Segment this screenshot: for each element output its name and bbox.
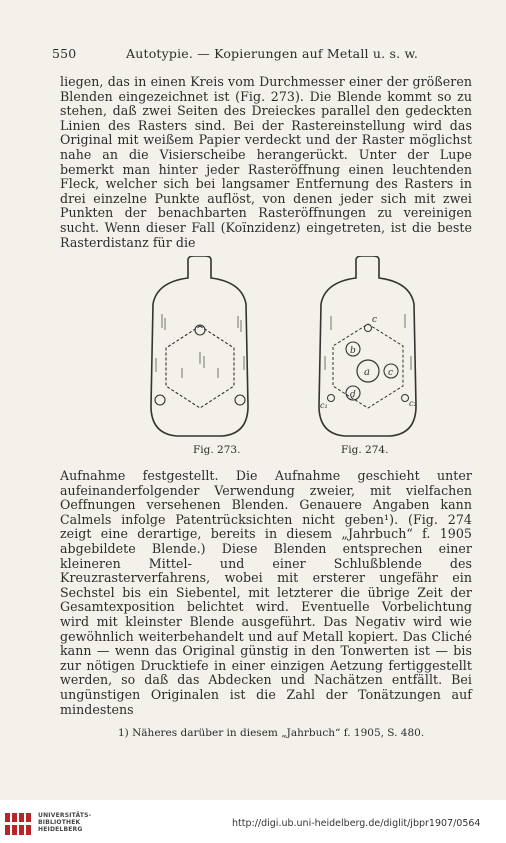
label-c2: c₂ — [409, 399, 417, 408]
label-c: c — [388, 368, 394, 378]
library-name-line-1: UNIVERSITÄTS- — [38, 812, 92, 819]
library-logo-icon — [4, 810, 34, 838]
figure-274-circle-right — [402, 395, 409, 402]
running-title: Autotypie. — Kopierungen auf Metall u. s. w. — [126, 46, 419, 61]
library-name — [38, 812, 91, 833]
footnote: 1) Näheres darüber in diesem „Jahrbuch“ f. 1905, S. 480. — [118, 727, 425, 739]
figure-274-diagram — [309, 256, 427, 442]
figure-274-circle-left — [328, 395, 335, 402]
paragraph-1: liegen, das in einen Kreis vom Durchmesser einer der größeren Blenden eingezeichnet ist (Fig. 273). Die Blende kommt so zu stehen, daß zwei Seiten des Dreieckes parallel den gedeckten Linien des Rasters sind. Bei der Rastereinstellung wird das Original mit weißem Papier verdeckt und der Raster möglichst nahe an die Visierscheibe herangerückt. Unter der Lupe bemerkt man hinter jeder Rasteröffnung einen leuchtenden Fleck, welcher sich bei langsamer Entfernung des Rasters in drei einzelne Punkte auflöst, von denen jeder sich mit zwei Punkten der benachbarten Rasteröffnungen zu vereinigen sucht. Wenn dieser Fall (Koïnzidenz) eingetreten, ist die beste Rasterdistanz für die — [60, 74, 472, 250]
label-c1: c₁ — [320, 401, 328, 410]
figure-274-hatch — [325, 314, 411, 370]
figure-273-circle-right — [235, 395, 245, 405]
figure-274-outline — [319, 256, 416, 436]
library-name-line-2: BIBLIOTHEK — [38, 819, 81, 826]
figure-273-outline — [151, 256, 248, 436]
figure-274-caption: Fig. 274. — [341, 444, 389, 456]
figure-273-caption: Fig. 273. — [193, 444, 241, 456]
figure-274-circle-top — [365, 325, 372, 332]
label-b: b — [350, 346, 356, 356]
paragraph-2: Aufnahme festgestellt. Die Aufnahme geschieht unter aufeinanderfolgender Verwendung zweier, mit vielfachen Oeffnungen versehenen Blenden. Genauere Angaben kann Calmels infolge Patentrücksichten nicht geben¹). (Fig. 274 zeigt eine derartige, bereits in diesem „Jahrbuch“ f. 1905 abgebildete Blende.) Diese Blenden entsprechen einer kleineren Mittel- und einer Schlußblende des Kreuzrasterverfahrens, wobei mit ersterer ungefähr ein Sechstel bis ein Siebentel, mit letzterer die übrige Zeit der Gesamtexposition belichtet wird. Eventuelle Vorbelichtung wird mit kleinster Blende ausgeführt. Das Negativ wird wie gewöhnlich weiterbehandelt und auf Metall kopiert. Das Cliché kann — wenn das Original günstig in den Tonwerten ist — bis zur nötigen Drucktiefe in einer einzigen Aetzung fertiggestellt werden, so daß das Abdecken und Nachätzen entfällt. Bei ungünstigen Originalen ist die Zahl der Tonätzungen auf mindestens — [60, 468, 472, 717]
source-url-link[interactable]: http://digi.ub.uni-heidelberg.de/diglit/jbpr1907/0564 — [232, 818, 481, 829]
page-number: 550 — [52, 46, 77, 61]
figure-273-hexagon — [166, 326, 234, 408]
library-name-line-3: HEIDELBERG — [38, 826, 83, 833]
figure-273-circle-left — [155, 395, 165, 405]
figure-273-diagram — [142, 256, 257, 442]
label-d: d — [350, 390, 356, 400]
label-a: a — [364, 367, 370, 378]
figure-274-hexagon — [333, 324, 403, 408]
label-c-top: c — [372, 315, 378, 325]
